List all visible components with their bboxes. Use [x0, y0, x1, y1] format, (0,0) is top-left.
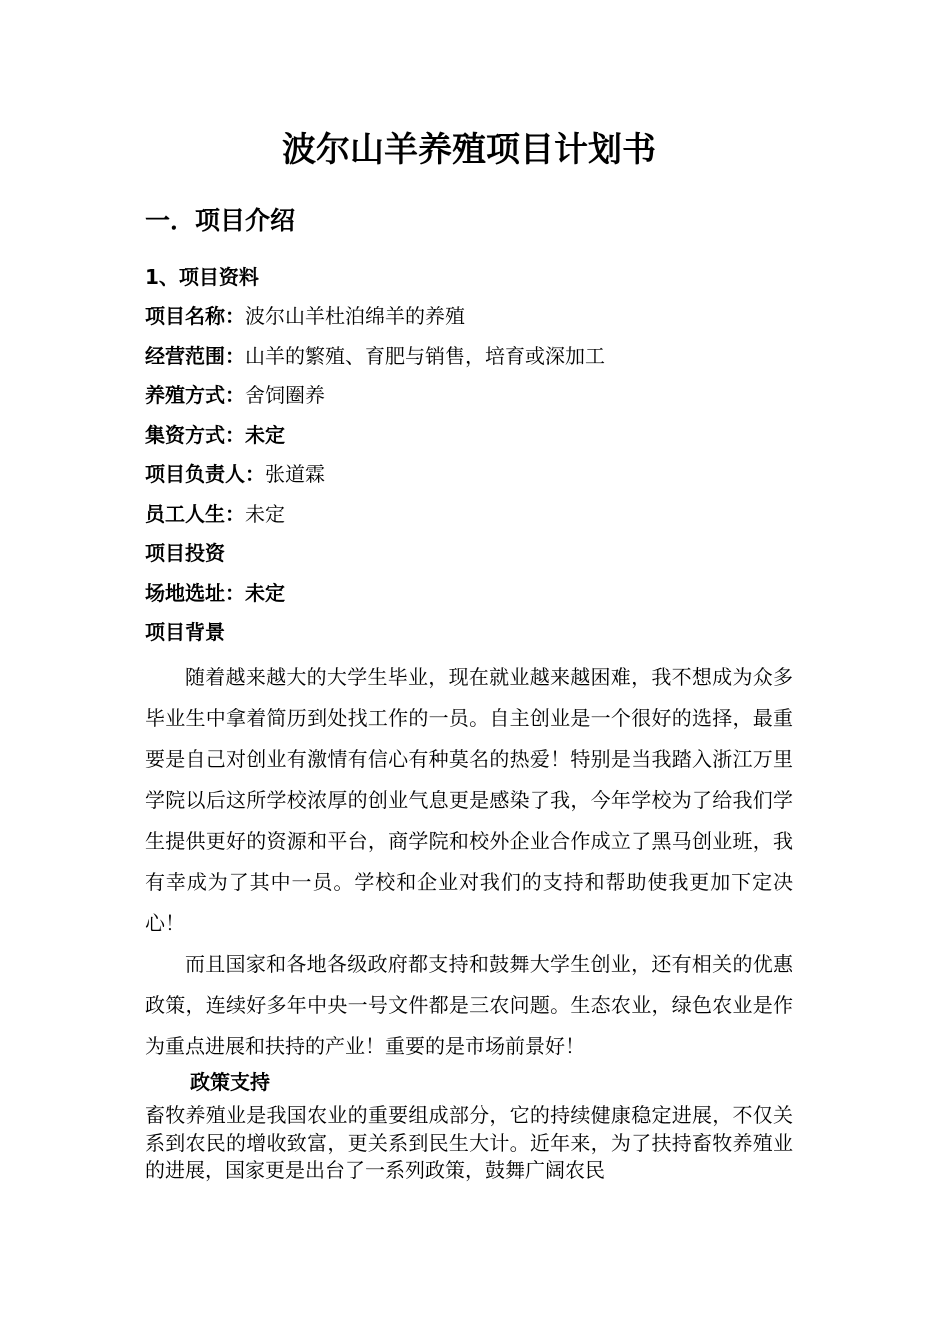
field-breeding-method — [145, 380, 793, 420]
field-label: 经营范围： — [145, 343, 245, 368]
policy-heading: 政策支持 — [190, 1070, 270, 1094]
field-funding-method — [145, 420, 793, 460]
section-heading: 一．项目介绍 — [145, 206, 296, 235]
field-label: 集资方式： — [145, 422, 245, 447]
background-paragraph: 而且国家和各地各级政府都支持和鼓舞大学生创业，还有相关的优惠政策，连续好多年中央一号文件都是三农问题。生态农业，绿色农业是作为重点进展和扶持的产业！重要的是市场前景好！ — [145, 952, 793, 1058]
field-label: 项目名称： — [145, 304, 245, 328]
document-title: 波尔山羊养殖项目计划书 — [282, 130, 656, 170]
field-site-selection — [145, 578, 793, 618]
field-label: 场地选址： — [145, 580, 245, 605]
subsection-heading: 1、项目资料 — [145, 265, 259, 289]
field-value: 波尔山羊杜泊绵羊的养殖 — [245, 304, 465, 328]
field-project-background — [145, 617, 793, 657]
field-staff-count — [145, 499, 793, 539]
field-label: 养殖方式： — [145, 383, 245, 407]
field-label: 员工人生： — [145, 501, 245, 526]
field-project-name — [145, 301, 793, 341]
field-value: 舍饲圈养 — [245, 383, 325, 407]
field-value: 未定 — [245, 422, 285, 447]
background-text — [145, 657, 793, 1067]
background-paragraph: 随着越来越大的大学生毕业，现在就业越来越困难，我不想成为众多毕业生中拿着简历到处找工作的一员。自主创业是一个很好的选择，最重要是自己对创业有激情有信心有种莫名的热爱！特别是当我踏入浙江万里学院以后这所学校浓厚的创业气息更是感染了我，今年学校为了给我们学生提供更好的资源和平台，商学院和校外企业合作成立了黑马创业班，我有幸成为了其中一员。学校和企业对我们的支持和帮助使我更加下定决心！ — [145, 665, 793, 935]
field-business-scope — [145, 341, 793, 381]
field-label: 项目背景 — [145, 620, 225, 644]
project-info-fields — [145, 301, 793, 657]
field-value: 未定 — [245, 501, 285, 526]
field-value: 山羊的繁殖、育肥与销售，培育或深加工 — [245, 343, 605, 368]
field-project-lead — [145, 459, 793, 499]
field-label: 项目负责人： — [145, 462, 265, 486]
field-label: 项目投资 — [145, 541, 225, 565]
field-value: 张道霖 — [265, 462, 325, 486]
field-project-investment — [145, 538, 793, 578]
policy-paragraph: 畜牧养殖业是我国农业的重要组成部分，它的持续健康稳定进展，不仅关系到农民的增收致富，更关系到民生大计。近年来，为了扶持畜牧养殖业的进展，国家更是出台了一系列政策，鼓舞广阔农民 — [145, 1103, 793, 1182]
field-value: 未定 — [245, 580, 285, 605]
